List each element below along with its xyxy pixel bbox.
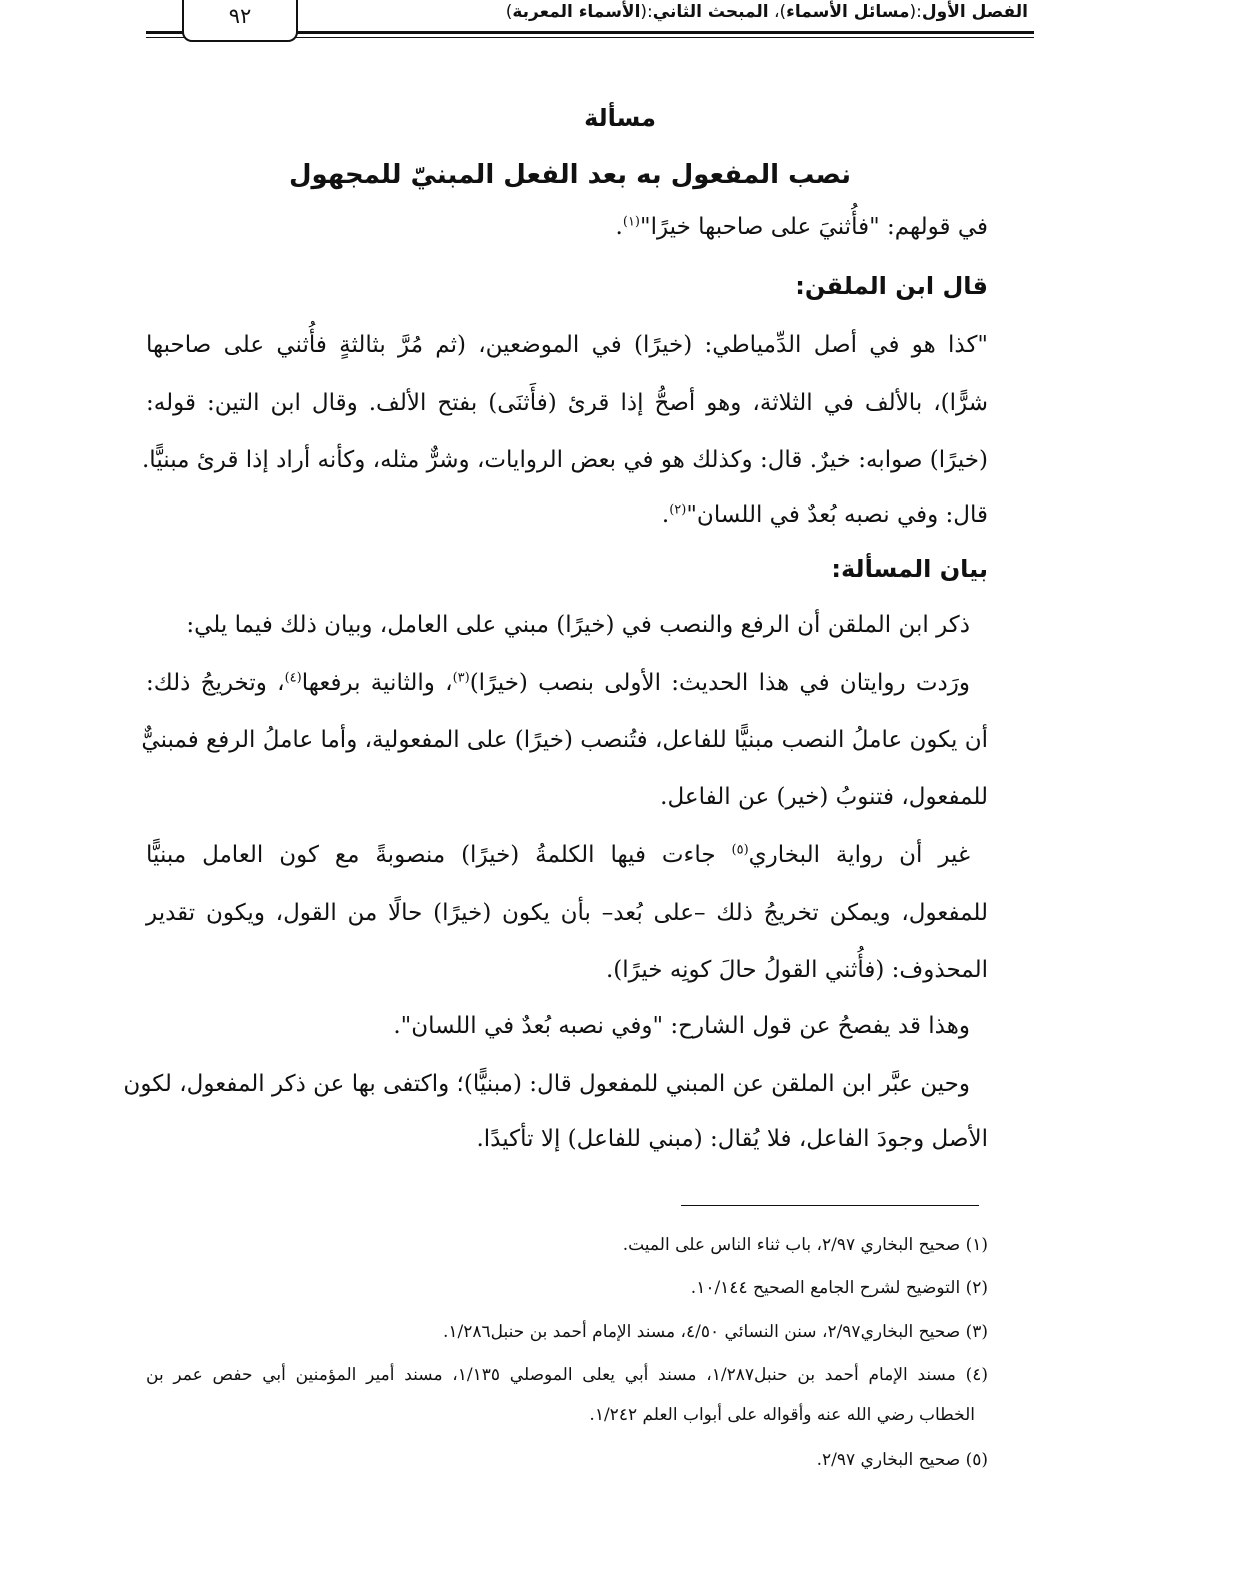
quote-line-3: (خيرًا) صوابه: خيرٌ. قال: وكذلك هو في بعض الروايات، وشرٌّ مثله، وكأنه أراد إذا قرئ مبنيًّا. — [142, 447, 988, 473]
paragraph-1: ذكر ابن الملقن أن الرفع والنصب في (خيرًا) مبني على العامل، وبيان ذلك فيما يلي: — [186, 612, 970, 638]
paragraph-3-line-2: للمفعول، ويمكن تخريجُ ذلك –على بُعد– بأن يكون (خيرًا) حالًا من القول، ويكون تقدير — [146, 900, 988, 926]
footnote-ref-3: (٣) — [452, 670, 470, 686]
footnote-4-line-1: (٤) مسند الإمام أحمد بن حنبل١/٢٨٧، مسند أبي يعلى الموصلي ١/١٣٥، مسند أمير المؤمنين أبي حفص عمر بن — [146, 1365, 988, 1385]
quote-line-4: قال: وفي نصبه بُعدٌ في اللسان"$^{(٢)}$. — [661, 502, 988, 528]
para2-part-c: ، وتخريجُ ذلك: — [146, 670, 285, 696]
header-topic: الأسماء المعربة — [512, 2, 641, 22]
footnote-ref-5: (٥) — [731, 842, 749, 858]
page-number: ٩٢ — [182, 0, 298, 42]
paragraph-3-line-3: المحذوف: (فأُثني القولُ حالَ كونِه خيرًا). — [605, 957, 988, 983]
paragraph-2-line-1 — [146, 670, 970, 696]
section-subtitle: نصب المفعول به بعد الفعل المبنيّ للمجهول — [288, 160, 852, 190]
footnote-ref-2: (٢) — [669, 502, 687, 518]
footnote-separator — [681, 1205, 979, 1206]
para3-part-a: غير أن رواية البخاري — [748, 842, 971, 868]
paragraph-4: وهذا قد يفصحُ عن قول الشارح: "وفي نصبه بُعدٌ في اللسان". — [393, 1013, 970, 1039]
header-chapter: الفصل الأول — [921, 2, 1028, 22]
footnote-1: (١) صحيح البخاري ٢/٩٧، باب ثناء الناس على الميت. — [622, 1235, 988, 1255]
footnote-ref-4: (٤) — [284, 670, 302, 686]
paragraph-2-line-2: أن يكون عاملُ النصب مبنيًّا للفاعل، فتُنصب (خيرًا) على المفعولية، وأما عاملُ الرفع فمبنيٌّ — [141, 727, 988, 753]
footnote-5: (٥) صحيح البخاري ٢/٩٧. — [816, 1450, 988, 1470]
intro-text: في قولهم: "فأُثنيَ على صاحبها خيرًا" — [640, 214, 988, 240]
footnote-4-line-2: الخطاب رضي الله عنه وأقواله على أبواب العلم ١/٢٤٢. — [589, 1405, 975, 1425]
intro-line: في قولهم: "فأُثنيَ على صاحبها خيرًا"$^{(١)}$. — [615, 214, 988, 240]
heading-ibn-mulaqqin: قال ابن الملقن: — [795, 272, 988, 300]
paragraph-5-line-1: وحين عبَّر ابن الملقن عن المبني للمفعول قال: (مبنيًّا)؛ واكتفى بها عن ذكر المفعول، لكون — [123, 1071, 970, 1097]
paragraph-3-line-1 — [146, 842, 970, 868]
header-section: مسائل الأسماء — [786, 2, 910, 22]
paragraph-2-line-3: للمفعول، فتنوبُ (خير) عن الفاعل. — [660, 784, 988, 810]
para2-part-b: ، والثانية برفعها — [301, 670, 453, 696]
quote-line-1: "كذا هو في أصل الدِّمياطي: (خيرًا) في الموضعين، (ثم مُرَّ بثالثةٍ فأُثني على صاحبها — [146, 332, 988, 358]
footnote-2: (٢) التوضيح لشرح الجامع الصحيح ١٠/١٤٤. — [690, 1278, 988, 1298]
quote-last-text: قال: وفي نصبه بُعدٌ في اللسان" — [686, 502, 988, 528]
heading-explanation: بيان المسألة: — [831, 555, 988, 583]
section-title: مسألة — [584, 104, 656, 132]
para2-part-a: ورَدت روايتان في هذا الحديث: الأولى بنصب (خيرًا) — [469, 670, 970, 696]
footnote-ref-1: (١) — [622, 214, 640, 230]
paragraph-5-line-2: الأصل وجودَ الفاعل، فلا يُقال: (مبني للفاعل) إلا تأكيدًا. — [476, 1126, 988, 1152]
quote-line-2: شرًّا)، بالألف في الثلاثة، وهو أصحُّ إذا قرئ (فأَثنَى) بفتح الألف. وقال ابن التين: قوله: — [146, 390, 988, 416]
footnote-3: (٣) صحيح البخاري٢/٩٧، سنن النسائي ٤/٥٠، مسند الإمام أحمد بن حنبل١/٢٨٦. — [442, 1322, 988, 1342]
header-subsection: المبحث الثاني — [652, 2, 769, 22]
running-header: الفصل الأول:(مسائل الأسماء)، المبحث الثاني:(الأسماء المعربة) — [505, 2, 1028, 22]
para3-part-b: جاءت فيها الكلمةُ (خيرًا) منصوبةً مع كون العامل مبنيًّا — [146, 842, 732, 868]
